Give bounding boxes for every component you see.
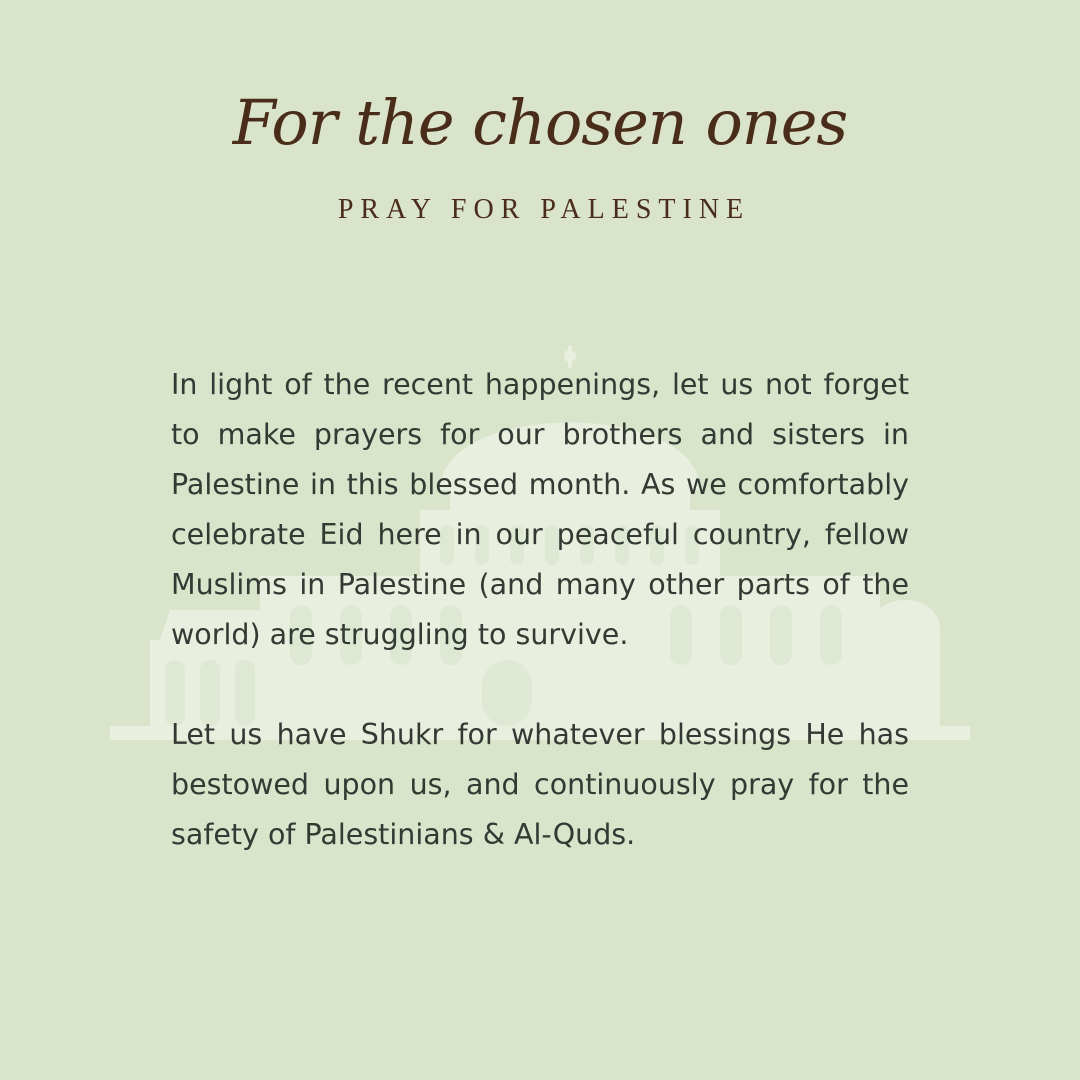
subtitle: PRAY FOR PALESTINE [337,194,751,225]
paragraph-1: In light of the recent happenings, let us not forget to make prayers for our brothers and sisters in Palestine in this blessed month. As we comfortably celebrate Eid here in our peaceful country, fellow Muslims in Palestine (and many other parts of the world) are struggling to survive. [171,368,909,651]
paragraph-2: Let us have Shukr for whatever blessings He has bestowed upon us, and continuously pray for the safety of Palestinians & Al-Quds. [171,718,909,851]
body-text [171,360,909,860]
script-title: For the chosen ones [232,86,848,159]
